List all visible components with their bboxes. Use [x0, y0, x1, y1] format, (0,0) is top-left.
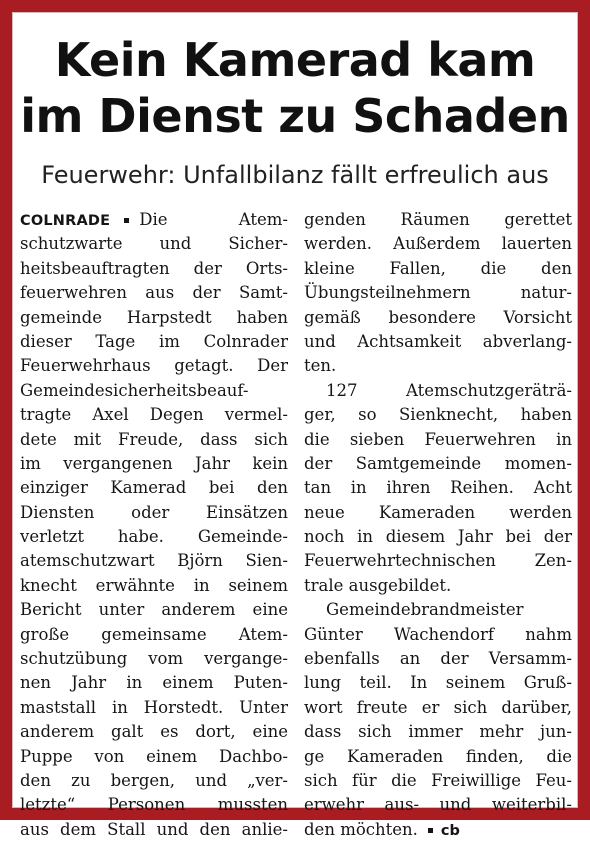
- article-line: schutzwarte und Sicher-: [20, 234, 288, 254]
- article-line: ger, so Sienknecht, haben: [304, 405, 572, 425]
- article-line: ten.: [304, 356, 337, 376]
- article-line: einziger Kamerad bei den: [20, 478, 288, 498]
- article-line: und Achtsamkeit abverlang-: [304, 331, 572, 351]
- article-line: nen Jahr in einem Puten-: [20, 673, 288, 693]
- article-line: aus dem Stall und den anlie-: [20, 819, 288, 839]
- article-column-left: [20, 208, 288, 839]
- article-line: Feuerwehrtechnischen Zen-: [304, 551, 572, 571]
- article-line: Puppe von einem Dachbo-: [20, 746, 288, 766]
- article-line: im vergangenen Jahr kein: [20, 453, 288, 473]
- article-line: atemschutzwart Björn Sien-: [20, 551, 288, 571]
- newspaper-clipping: [12, 12, 578, 839]
- article-line: heitsbeauftragten der Orts-: [20, 258, 288, 278]
- article-line: 127 Atemschutzgeräträ-: [326, 380, 572, 400]
- article-line: werden. Außerdem lauerten: [304, 234, 572, 254]
- article-line: sich für die Freiwillige Feu-: [304, 770, 572, 790]
- article-line: Diensten oder Einsätzen: [20, 502, 288, 522]
- headline: [12, 32, 578, 144]
- article-line: Günter Wachendorf nahm: [304, 624, 572, 644]
- headline-line-1: Kein Kamerad kam: [54, 33, 536, 87]
- article-column-right: [304, 208, 572, 839]
- article-line: dass sich immer mehr jun-: [304, 722, 572, 742]
- article-line: noch in diesem Jahr bei der: [304, 527, 572, 547]
- end-square-icon: [428, 828, 433, 833]
- article-line: verletzt habe. Gemeinde-: [20, 527, 288, 547]
- headline-line-2: im Dienst zu Schaden: [20, 89, 570, 143]
- article-line: tan in ihren Reihen. Acht: [304, 478, 572, 498]
- article-line: Übungsteilnehmern natur-: [304, 283, 572, 303]
- article-line: genden Räumen gerettet: [304, 210, 572, 229]
- article-line: dieser Tage im Colnrader: [20, 331, 288, 351]
- dateline: COLNRADE: [20, 213, 111, 229]
- article-line: wort freute er sich darüber,: [304, 697, 572, 717]
- article-line: ge Kameraden finden, die: [304, 746, 572, 766]
- article-line: erwehr aus- und weiterbil-: [304, 795, 572, 815]
- article-line: Gemeindebrandmeister: [326, 600, 524, 620]
- bullet-square-icon: [124, 218, 129, 223]
- article-line: schutzübung vom vergange-: [20, 649, 288, 669]
- article-line: trale ausgebildet.: [304, 575, 452, 595]
- article-line: Bericht unter anderem eine: [20, 600, 288, 620]
- article-line: feuerwehren aus der Samt-: [20, 283, 288, 303]
- article-line: maststall in Horstedt. Unter: [20, 697, 288, 717]
- article-line: kleine Fallen, die den: [304, 258, 572, 278]
- article-line: dete mit Freude, dass sich: [20, 429, 288, 449]
- article-line: den möchten. cb: [304, 819, 460, 839]
- article-line: anderem galt es dort, eine: [20, 722, 288, 742]
- article-line: gemäß besondere Vorsicht: [304, 307, 572, 327]
- article-line: große gemeinsame Atem-: [20, 624, 288, 644]
- article-line: tragte Axel Degen vermel-: [20, 405, 288, 425]
- article-line: knecht erwähnte in seinem: [20, 575, 288, 595]
- article-line: den zu bergen, und „ver-: [20, 770, 288, 790]
- article-line: die sieben Feuerwehren in: [304, 429, 572, 449]
- article-line: lung teil. In seinem Gruß-: [304, 673, 572, 693]
- article-line: gemeinde Harpstedt haben: [20, 307, 288, 327]
- article-line: Feuerwehrhaus getagt. Der: [20, 356, 288, 376]
- article-line: letzte“ Personen mussten: [20, 795, 288, 815]
- article-line: Gemeindesicherheitsbeauf-: [20, 380, 249, 400]
- article-line: der Samtgemeinde momen-: [304, 453, 572, 473]
- article-line: ebenfalls an der Versamm-: [304, 649, 572, 669]
- byline: cb: [440, 822, 460, 839]
- article-line: COLNRADE Die Atem-: [20, 210, 288, 229]
- article-line: neue Kameraden werden: [304, 502, 572, 522]
- subheadline: Feuerwehr: Unfallbilanz fällt erfreulich aus: [41, 161, 549, 189]
